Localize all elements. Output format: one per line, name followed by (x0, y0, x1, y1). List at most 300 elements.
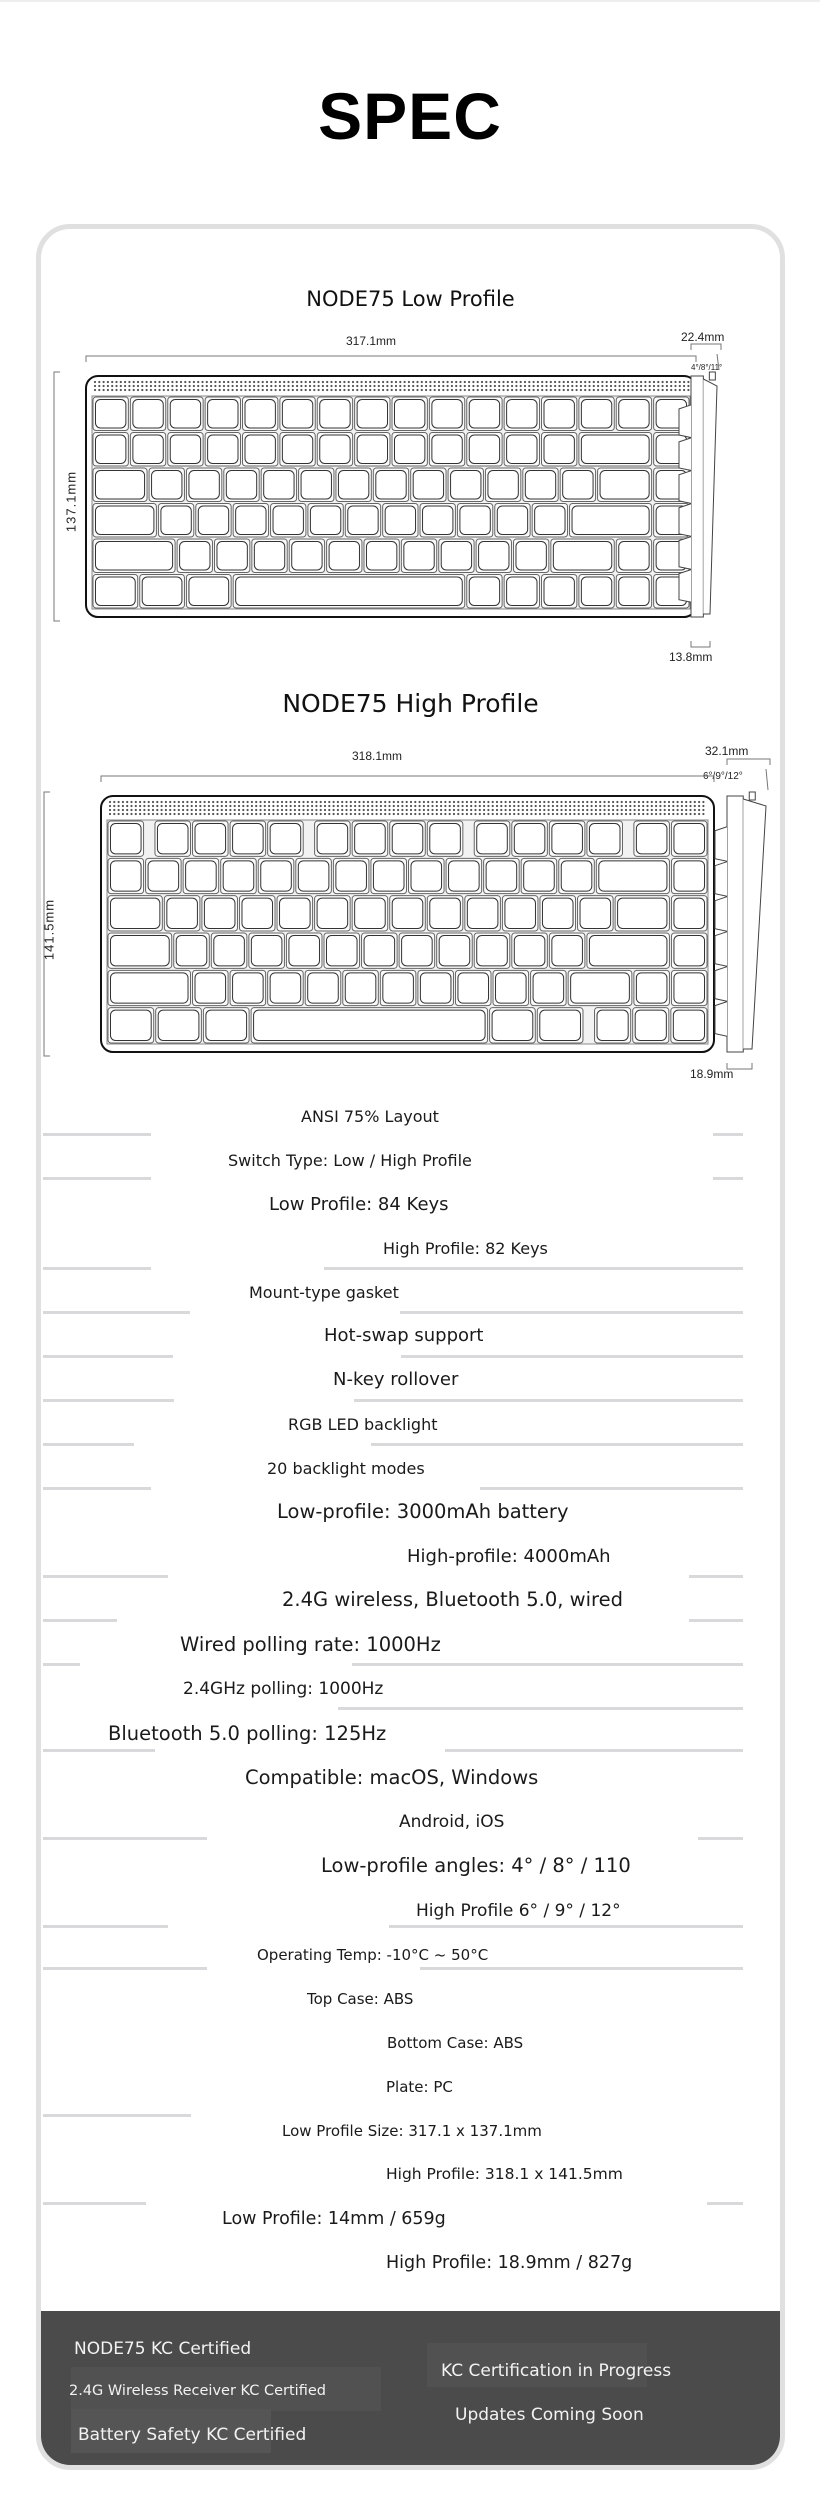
grill-dot (646, 809, 648, 811)
grill-dot (393, 809, 395, 811)
grill-dot (702, 813, 704, 815)
grill-dot (535, 801, 537, 803)
grill-dot (191, 801, 193, 803)
grill-dot (264, 813, 266, 815)
grill-dot (324, 805, 326, 807)
grill-dot (406, 805, 408, 807)
spec-item: Android, iOS (399, 1812, 505, 1832)
keycap (580, 898, 611, 928)
grill-dot (195, 805, 197, 807)
grill-dot (345, 801, 347, 803)
keycap (261, 861, 292, 891)
grill-dot (161, 801, 163, 803)
grill-dot (655, 813, 657, 815)
keycap (214, 936, 245, 966)
high-profile-width-label: 318.1mm (352, 749, 403, 763)
grill-dot (431, 805, 433, 807)
grill-dot (290, 805, 292, 807)
grill-dot (285, 809, 287, 811)
grill-dot (427, 813, 429, 815)
grill-dot (440, 813, 442, 815)
grill-dot (242, 809, 244, 811)
spec-item: Bottom Case: ABS (387, 2034, 524, 2052)
grill-dot (659, 813, 661, 815)
grill-dot (165, 813, 167, 815)
grill-dot (677, 809, 679, 811)
grill-dot (672, 813, 674, 815)
grill-dot (655, 805, 657, 807)
grill-dot (234, 813, 236, 815)
grill-dot (552, 805, 554, 807)
side-keycap (715, 862, 727, 897)
grill-dot (419, 805, 421, 807)
grill-dot (380, 809, 382, 811)
grill-dot (199, 813, 201, 815)
grill-dot (311, 801, 313, 803)
grill-dot (526, 813, 528, 815)
grill-dot (556, 813, 558, 815)
grill-dot (148, 805, 150, 807)
grill-dot (229, 813, 231, 815)
keycap (674, 824, 705, 854)
grill-dot (466, 801, 468, 803)
grill-dot (608, 809, 610, 811)
keycap (251, 936, 282, 966)
grill-dot (539, 813, 541, 815)
keycap (449, 861, 480, 891)
grill-dot (483, 809, 485, 811)
grill-dot (195, 809, 197, 811)
grill-dot (161, 813, 163, 815)
keycap (524, 861, 555, 891)
grill-dot (247, 801, 249, 803)
cert-in-progress: KC Certification in Progress (441, 2361, 672, 2381)
grill-dot (509, 801, 511, 803)
grill-dot (522, 805, 524, 807)
grill-dot (664, 805, 666, 807)
cert-node75: NODE75 KC Certified (74, 2339, 252, 2359)
grill-dot (560, 801, 562, 803)
grill-dot (363, 805, 365, 807)
grill-dot (186, 805, 188, 807)
keycap (492, 1010, 533, 1040)
page-title: SPEC (318, 79, 502, 153)
grill-dot (586, 813, 588, 815)
grill-dot (419, 813, 421, 815)
grill-dot (664, 809, 666, 811)
grill-dot (320, 801, 322, 803)
grill-dot (569, 805, 571, 807)
grill-dot (595, 813, 597, 815)
grill-dot (156, 813, 158, 815)
grill-dot (277, 801, 279, 803)
grill-dot (152, 801, 154, 803)
grill-dot (191, 809, 193, 811)
grill-dot (621, 805, 623, 807)
low-profile-side-height-label: 22.4mm (681, 330, 725, 344)
grill-dot (578, 805, 580, 807)
grill-dot (388, 801, 390, 803)
grill-dot (642, 813, 644, 815)
grill-dot (307, 809, 309, 811)
grill-dot (646, 805, 648, 807)
grill-dot (582, 809, 584, 811)
grill-dot (474, 801, 476, 803)
grill-dot (517, 809, 519, 811)
grill-dot (367, 801, 369, 803)
grill-dot (487, 809, 489, 811)
grill-dot (328, 809, 330, 811)
grill-dot (462, 801, 464, 803)
grill-dot (535, 809, 537, 811)
grill-dot (259, 809, 261, 811)
grill-dot (345, 813, 347, 815)
grill-dot (672, 801, 674, 803)
grill-dot (466, 805, 468, 807)
grill-dot (573, 809, 575, 811)
grill-dot (216, 801, 218, 803)
keycap (561, 861, 592, 891)
grill-dot (161, 809, 163, 811)
grill-dot (225, 801, 227, 803)
grill-dot (659, 809, 661, 811)
grill-dot (363, 813, 365, 815)
grill-dot (543, 805, 545, 807)
keycap (420, 973, 451, 1003)
grill-dot (272, 809, 274, 811)
grill-dot (152, 805, 154, 807)
grill-dot (539, 805, 541, 807)
grill-dot (216, 805, 218, 807)
grill-dot (178, 805, 180, 807)
grill-dot (135, 813, 137, 815)
grill-dot (500, 809, 502, 811)
spec-item: Compatible: macOS, Windows (245, 1766, 539, 1789)
side-keycap (715, 932, 727, 967)
grill-dot (221, 809, 223, 811)
grill-dot (698, 809, 700, 811)
grill-dot (156, 805, 158, 807)
grill-dot (156, 801, 158, 803)
grill-dot (113, 805, 115, 807)
grill-dot (535, 813, 537, 815)
grill-dot (414, 813, 416, 815)
grill-dot (689, 813, 691, 815)
keycap (589, 824, 620, 854)
keycap (571, 973, 630, 1003)
grill-dot (642, 801, 644, 803)
grill-dot (173, 813, 175, 815)
grill-dot (380, 805, 382, 807)
grill-dot (685, 813, 687, 815)
grill-dot (595, 809, 597, 811)
grill-dot (178, 809, 180, 811)
grill-dot (419, 801, 421, 803)
grill-dot (672, 809, 674, 811)
keycap (233, 824, 264, 854)
grill-dot (560, 813, 562, 815)
keycap (308, 973, 339, 1003)
grill-dot (668, 813, 670, 815)
separator (354, 1399, 743, 1402)
grill-dot (582, 813, 584, 815)
grill-dot (470, 805, 472, 807)
grill-dot (513, 813, 515, 815)
grill-dot (479, 813, 481, 815)
grill-dot (328, 805, 330, 807)
grill-dot (268, 809, 270, 811)
grill-dot (599, 809, 601, 811)
keycap (618, 898, 667, 928)
grill-dot (169, 809, 171, 811)
grill-dot (294, 801, 296, 803)
high-profile-keyboard-drawing (41, 229, 780, 1129)
grill-dot (126, 805, 128, 807)
keycap (111, 1010, 152, 1040)
grill-dot (285, 801, 287, 803)
grill-dot (668, 809, 670, 811)
grill-dot (423, 813, 425, 815)
grill-dot (591, 809, 593, 811)
keycap (430, 898, 461, 928)
grill-dot (337, 813, 339, 815)
keycap (336, 861, 367, 891)
grill-dot (595, 801, 597, 803)
grill-dot (453, 805, 455, 807)
grill-dot (186, 801, 188, 803)
grill-dot (315, 813, 317, 815)
grill-dot (440, 805, 442, 807)
grill-dot (264, 801, 266, 803)
grill-dot (397, 805, 399, 807)
grill-dot (513, 809, 515, 811)
spec-item: Mount-type gasket (249, 1283, 399, 1302)
grill-dot (685, 809, 687, 811)
grill-dot (216, 809, 218, 811)
grill-dot (204, 813, 206, 815)
grill-dot (328, 801, 330, 803)
grill-dot (552, 801, 554, 803)
grill-dot (384, 801, 386, 803)
keycap (373, 861, 404, 891)
grill-dot (135, 805, 137, 807)
grill-dot (251, 805, 253, 807)
grill-dot (294, 809, 296, 811)
grill-dot (277, 809, 279, 811)
keycap (223, 861, 254, 891)
spec-item: RGB LED backlight (288, 1415, 438, 1434)
grill-dot (208, 813, 210, 815)
grill-dot (608, 805, 610, 807)
grill-dot (324, 809, 326, 811)
grill-dot (294, 805, 296, 807)
grill-dot (664, 813, 666, 815)
grill-dot (427, 805, 429, 807)
grill-dot (341, 805, 343, 807)
grill-dot (509, 805, 511, 807)
spec-item: High-profile: 4000mAh (407, 1546, 611, 1567)
grill-dot (298, 813, 300, 815)
grill-dot (401, 805, 403, 807)
spec-item: Operating Temp: -10°C ~ 50°C (257, 1946, 489, 1964)
grill-dot (535, 805, 537, 807)
grill-dot (694, 809, 696, 811)
grill-dot (474, 809, 476, 811)
low-profile-height-label: 137.1mm (63, 470, 79, 533)
grill-dot (281, 813, 283, 815)
grill-dot (113, 801, 115, 803)
grill-dot (251, 801, 253, 803)
grill-dot (367, 813, 369, 815)
grill-dot (423, 801, 425, 803)
grill-dot (337, 809, 339, 811)
grill-dot (642, 809, 644, 811)
grill-dot (139, 809, 141, 811)
grill-dot (393, 805, 395, 807)
grill-dot (341, 813, 343, 815)
keycap (317, 824, 348, 854)
keycap (589, 936, 667, 966)
grill-dot (152, 809, 154, 811)
grill-dot (208, 805, 210, 807)
separator (689, 1619, 743, 1622)
grill-dot (307, 801, 309, 803)
grill-dot (651, 813, 653, 815)
grill-dot (616, 809, 618, 811)
grill-dot (487, 801, 489, 803)
grill-dot (625, 801, 627, 803)
grill-dot (603, 801, 605, 803)
grill-dot (552, 813, 554, 815)
grill-dot (479, 801, 481, 803)
grill-dot (616, 801, 618, 803)
grill-dot (320, 813, 322, 815)
grill-dot (410, 801, 412, 803)
grill-dot (621, 801, 623, 803)
grill-dot (212, 809, 214, 811)
grill-dot (492, 809, 494, 811)
low-profile-title: NODE75 Low Profile (306, 287, 515, 311)
grill-dot (229, 809, 231, 811)
grill-dot (173, 805, 175, 807)
spec-card (36, 224, 785, 2470)
grill-dot (130, 801, 132, 803)
grill-dot (629, 801, 631, 803)
grill-dot (225, 813, 227, 815)
keycap (635, 1010, 666, 1040)
grill-dot (436, 809, 438, 811)
grill-dot (702, 801, 704, 803)
grill-dot (380, 801, 382, 803)
grill-dot (603, 813, 605, 815)
grill-dot (689, 805, 691, 807)
grill-dot (130, 809, 132, 811)
grill-dot (234, 805, 236, 807)
grill-dot (543, 801, 545, 803)
grill-dot (543, 813, 545, 815)
grill-dot (638, 805, 640, 807)
low-profile-angles-label: 4°/8°/11° (691, 363, 723, 372)
keycap (402, 936, 433, 966)
separator (43, 1399, 174, 1402)
grill-dot (431, 809, 433, 811)
grill-dot (388, 809, 390, 811)
angle-indicator (766, 769, 768, 790)
grill-dot (143, 801, 145, 803)
grill-dot (543, 809, 545, 811)
grill-dot (376, 809, 378, 811)
grill-dot (251, 813, 253, 815)
grill-dot (324, 813, 326, 815)
grill-dot (608, 801, 610, 803)
grill-dot (440, 809, 442, 811)
side-height-dimension-line (727, 759, 770, 765)
grill-dot (440, 801, 442, 803)
grill-dot (685, 805, 687, 807)
grill-dot (255, 813, 257, 815)
grill-dot (573, 801, 575, 803)
grill-dot (294, 813, 296, 815)
grill-dot (298, 805, 300, 807)
grill-dot (694, 813, 696, 815)
cert-updates-soon: Updates Coming Soon (455, 2405, 644, 2425)
grill-dot (539, 809, 541, 811)
keycap (383, 973, 414, 1003)
grill-dot (517, 801, 519, 803)
keycap (355, 824, 386, 854)
grill-dot (234, 809, 236, 811)
grill-dot (612, 805, 614, 807)
grill-dot (603, 805, 605, 807)
grill-dot (118, 809, 120, 811)
grill-dot (591, 805, 593, 807)
grill-dot (302, 809, 304, 811)
height-dimension-line (44, 792, 50, 1056)
grill-dot (268, 805, 270, 807)
grill-dot (302, 801, 304, 803)
side-foot (743, 799, 766, 1049)
grill-dot (582, 805, 584, 807)
grill-dot (122, 813, 124, 815)
keycap (186, 861, 217, 891)
grill-dot (388, 813, 390, 815)
grill-dot (320, 809, 322, 811)
grill-dot (109, 813, 111, 815)
grill-dot (505, 809, 507, 811)
grill-dot (603, 809, 605, 811)
keycap (364, 936, 395, 966)
grill-dot (393, 813, 395, 815)
grill-dot (350, 809, 352, 811)
grill-dot (311, 809, 313, 811)
grill-dot (234, 801, 236, 803)
spec-item: Switch Type: Low / High Profile (228, 1151, 472, 1170)
grill-dot (388, 805, 390, 807)
grill-dot (526, 801, 528, 803)
keycap (233, 973, 264, 1003)
grill-dot (337, 801, 339, 803)
grill-dot (444, 805, 446, 807)
keycap (542, 898, 573, 928)
grill-dot (453, 809, 455, 811)
keycap (158, 1010, 199, 1040)
grill-dot (337, 805, 339, 807)
grill-dot (664, 801, 666, 803)
grill-dot (444, 813, 446, 815)
grill-dot (483, 813, 485, 815)
grill-dot (599, 805, 601, 807)
grill-dot (586, 809, 588, 811)
